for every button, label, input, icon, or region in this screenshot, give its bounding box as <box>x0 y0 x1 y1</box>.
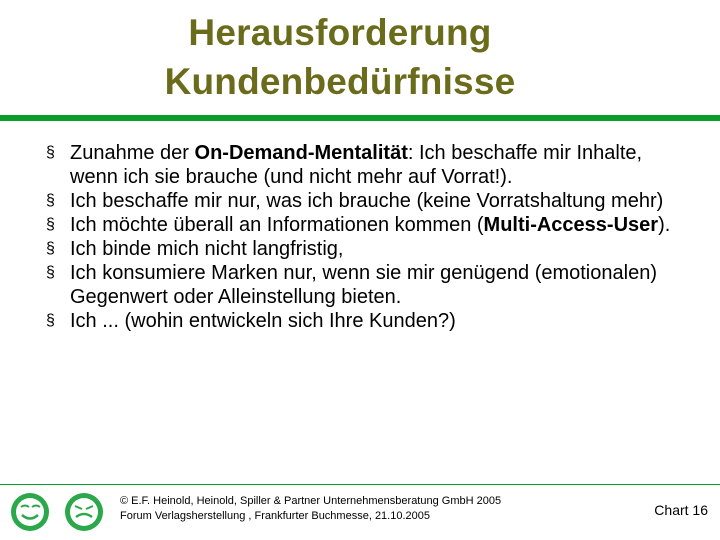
bullet-text: Ich beschaffe mir nur, was ich brauche (keine Vorratshaltung mehr) <box>70 190 664 212</box>
title-line-1: Herausforderung <box>188 12 492 53</box>
bullet-marker: § <box>46 144 55 161</box>
bullet-bold-text: Multi-Access-User <box>483 214 659 236</box>
slide-title <box>0 8 680 106</box>
footer-divider <box>0 484 720 485</box>
bullet-marker: § <box>46 312 55 329</box>
bullet-item <box>46 213 686 237</box>
bullet-bold-text: On-Demand-Mentalität <box>194 142 408 164</box>
face-logo-icon <box>10 492 50 532</box>
title-divider <box>0 115 720 121</box>
footer-copyright <box>120 494 590 524</box>
bullet-text: Ich möchte überall an Informationen kommen ( <box>70 214 484 236</box>
bullet-text: Ich konsumiere Marken nur, wenn sie mir genügend (emotionalen) Gegenwert oder Alleinstellung bieten. <box>70 262 657 308</box>
bullet-item <box>46 261 686 309</box>
title-line-2: Kundenbedürfnisse <box>164 61 516 102</box>
company-logos <box>10 492 110 532</box>
bullet-item <box>46 309 686 333</box>
bullet-item <box>46 189 686 213</box>
bullet-text: ). <box>658 214 671 236</box>
bullet-marker: § <box>46 192 55 209</box>
bullet-text: : Ich beschaffe mir Inhalte, wenn ich sie brauche (und nicht mehr auf Vorrat!). <box>70 142 643 188</box>
bullet-list <box>46 141 686 333</box>
bullet-marker: § <box>46 216 55 233</box>
face-logo-icon <box>64 492 104 532</box>
bullet-item <box>46 237 686 261</box>
bullet-text: Zunahme der <box>70 142 195 164</box>
bullet-marker: § <box>46 240 55 257</box>
bullet-item <box>46 141 686 189</box>
chart-number: Chart 16 <box>654 502 708 518</box>
footer-line-2: Forum Verlagsherstellung , Frankfurter Buchmesse, 21.10.2005 <box>120 510 430 522</box>
bullet-marker: § <box>46 264 55 281</box>
bullet-text: Ich binde mich nicht langfristig, <box>70 238 344 260</box>
footer-line-1: © E.F. Heinold, Heinold, Spiller & Partner Unternehmensberatung GmbH 2005 <box>120 495 502 507</box>
bullet-text: Ich ... (wohin entwickeln sich Ihre Kunden?) <box>70 310 456 332</box>
